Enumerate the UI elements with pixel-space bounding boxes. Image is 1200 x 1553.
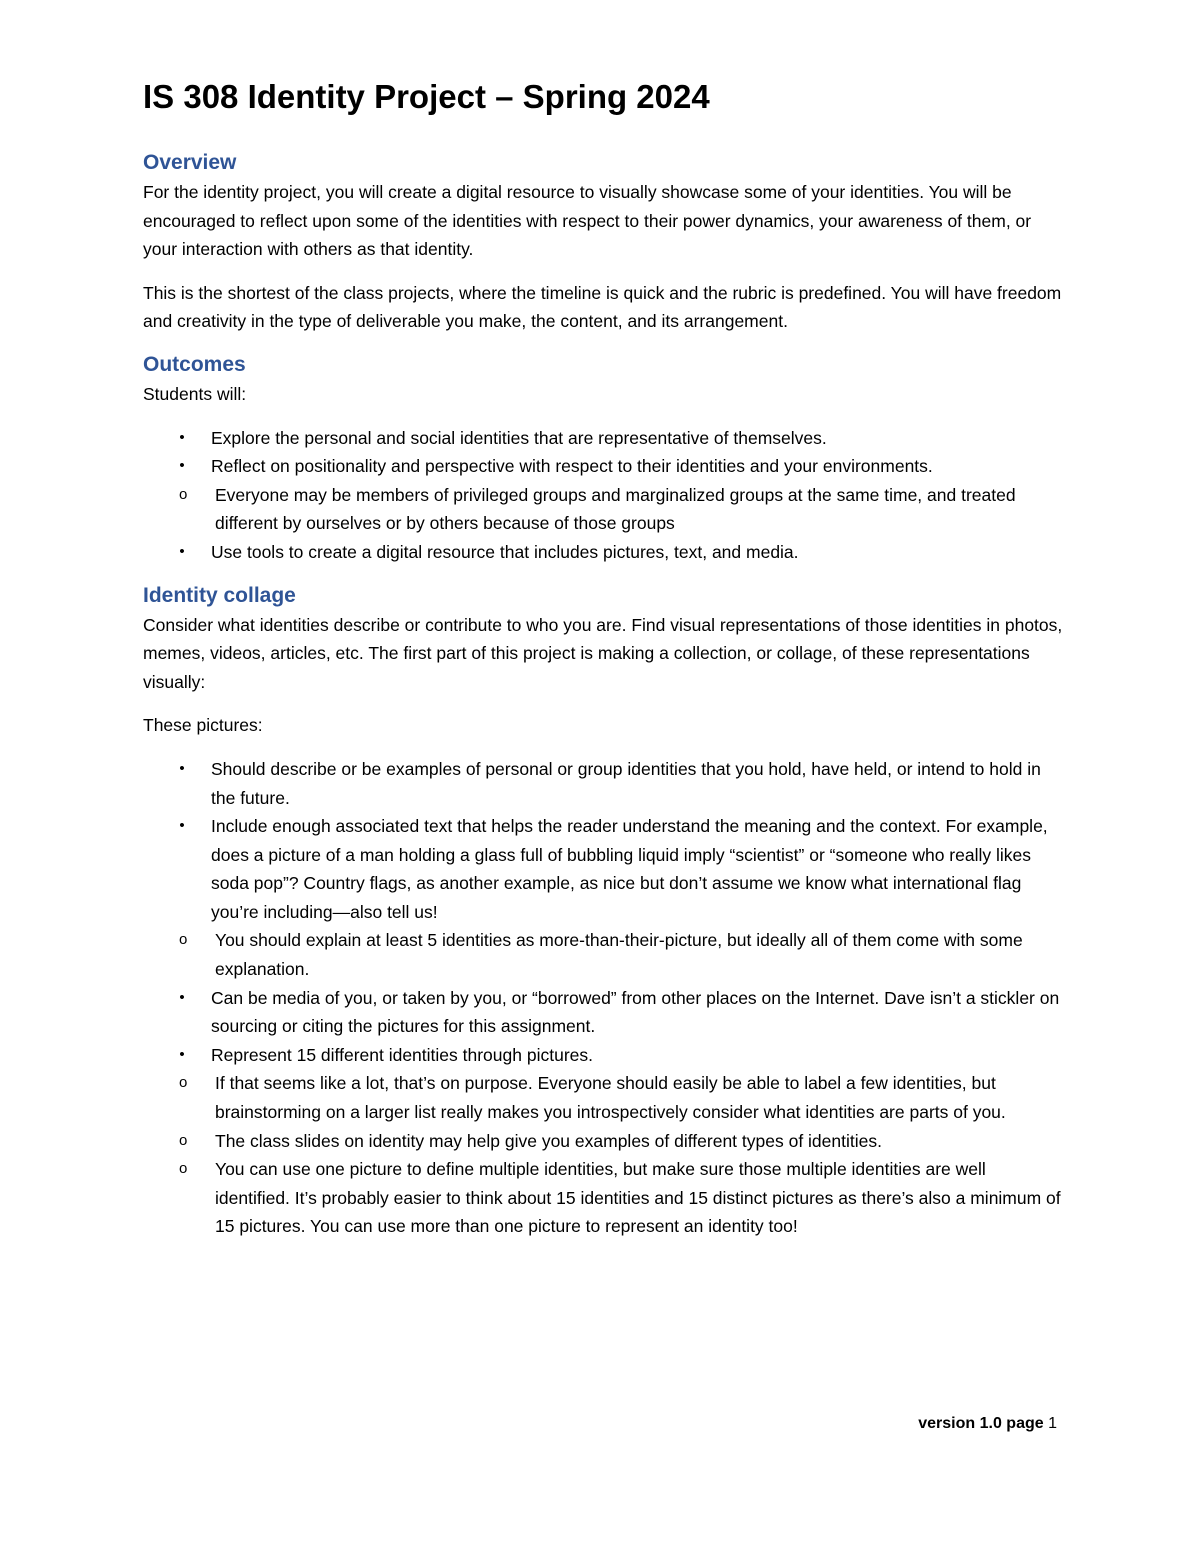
- collage-subitem-a-lot: [143, 1069, 1063, 1126]
- collage-sublist-wrapper-2: [143, 1069, 1063, 1241]
- collage-subitem-text: You should explain at least 5 identities as more-than-their-picture, but ideally all of them come with some explanation.: [215, 930, 1023, 980]
- outcomes-item-tools: [143, 538, 1063, 567]
- collage-item-text: Can be media of you, or taken by you, or “borrowed” from other places on the Internet. Dave isn’t a stickler on sourcing or citing the pictures for this assignment.: [211, 987, 1060, 1037]
- collage-subitem-text: If that seems like a lot, that’s on purpose. Everyone should easily be able to label a few identities, but brainstorming on a larger list really makes you introspectively consider what identities are parts of you.: [215, 1073, 1006, 1123]
- bullet-marker: •: [179, 988, 185, 1006]
- bullet-marker: •: [179, 817, 185, 835]
- outcomes-intro: Students will:: [143, 383, 247, 404]
- collage-subitem-text: You can use one picture to define multiple identities, but make sure those multiple identities are well identified. It’s probably easier to think about 15 identities and 15 distinct pictures as there’s also a minimum of 15 pictures. You can use more than one picture to represent an identity too!: [215, 1159, 1061, 1237]
- document-title: IS 308 Identity Project – Spring 2024: [143, 78, 710, 115]
- collage-sublist-1: [143, 926, 1063, 983]
- collage-item-text: Should describe or be examples of personal or group identities that you hold, have held, or intend to hold in the future.: [211, 758, 1041, 808]
- outcomes-item-reflect: [143, 452, 1063, 481]
- identity-collage-heading: Identity collage: [143, 583, 296, 607]
- footer-version: version 1.0 page: [918, 1415, 1044, 1432]
- collage-subitem-text: The class slides on identity may help give you examples of different types of identities.: [215, 1130, 882, 1151]
- overview-heading: Overview: [143, 151, 237, 174]
- collage-item-text-context: [143, 812, 1063, 926]
- collage-list: [143, 755, 1063, 1241]
- bullet-marker: •: [179, 542, 185, 560]
- collage-item-text: Include enough associated text that helps the reader understand the meaning and the context. For example, does a picture of a man holding a glass full of bubbling liquid imply “scientist” or “someone who really likes soda pop”? Country flags, as another example, as nice but don’t assume we know what international flag you’re including—also tell us!: [211, 816, 1048, 922]
- outcomes-subitem-everyone: [143, 481, 1063, 538]
- outcomes-item-text: Reflect on positionality and perspective with respect to their identities and your environments.: [211, 456, 933, 477]
- document-page: [143, 74, 1063, 1241]
- collage-paragraph-1: Consider what identities describe or contribute to who you are. Find visual representations of those identities in photos, memes, videos, articles, etc. The first part of this project is making a collection, or collage, of these representations visually:: [143, 614, 1063, 692]
- collage-item-describe: [143, 755, 1063, 812]
- outcomes-subitem-text: Everyone may be members of privileged groups and marginalized groups at the same time, and treated different by ourselves or by others because of those groups: [215, 484, 1016, 534]
- outcomes-item-explore: [143, 424, 1063, 453]
- bullet-marker: •: [179, 759, 185, 777]
- collage-paragraph-2: These pictures:: [143, 715, 263, 736]
- outcomes-sublist: [143, 481, 1063, 538]
- bullet-marker: •: [179, 457, 185, 475]
- collage-subitem-one-picture: [143, 1155, 1063, 1241]
- overview-paragraph-1: For the identity project, you will create a digital resource to visually showcase some of your identities. You will be encouraged to reflect upon some of the identities with respect to their power dynamics, your awareness of them, or your interaction with others as that identity.: [143, 182, 1032, 260]
- page-footer: [918, 1415, 1057, 1433]
- collage-subitem-explain: [143, 926, 1063, 983]
- sub-bullet-marker: o: [179, 485, 188, 503]
- outcomes-item-text: Use tools to create a digital resource that includes pictures, text, and media.: [211, 541, 799, 562]
- collage-item-represent: [143, 1041, 1063, 1070]
- collage-sublist-2: [143, 1069, 1063, 1241]
- sub-bullet-marker: o: [179, 931, 188, 949]
- footer-page-number: 1: [1048, 1415, 1057, 1432]
- sub-bullet-marker: o: [179, 1160, 188, 1178]
- outcomes-list: [143, 424, 1063, 567]
- outcomes-heading: Outcomes: [143, 352, 246, 376]
- sub-bullet-marker: o: [179, 1131, 188, 1149]
- collage-subitem-slides: [143, 1127, 1063, 1156]
- collage-item-media: [143, 984, 1063, 1041]
- bullet-marker: •: [179, 1045, 185, 1063]
- outcomes-item-text: Explore the personal and social identities that are representative of themselves.: [211, 427, 827, 448]
- bullet-marker: •: [179, 428, 185, 446]
- sub-bullet-marker: o: [179, 1074, 188, 1092]
- overview-paragraph-2: This is the shortest of the class projects, where the timeline is quick and the rubric is predefined. You will have freedom and creativity in the type of deliverable you make, the content, and its arrangement.: [143, 282, 1062, 332]
- collage-sublist-wrapper-1: [143, 926, 1063, 983]
- outcomes-sublist-wrapper: [143, 481, 1063, 538]
- collage-item-text: Represent 15 different identities through pictures.: [211, 1044, 593, 1065]
